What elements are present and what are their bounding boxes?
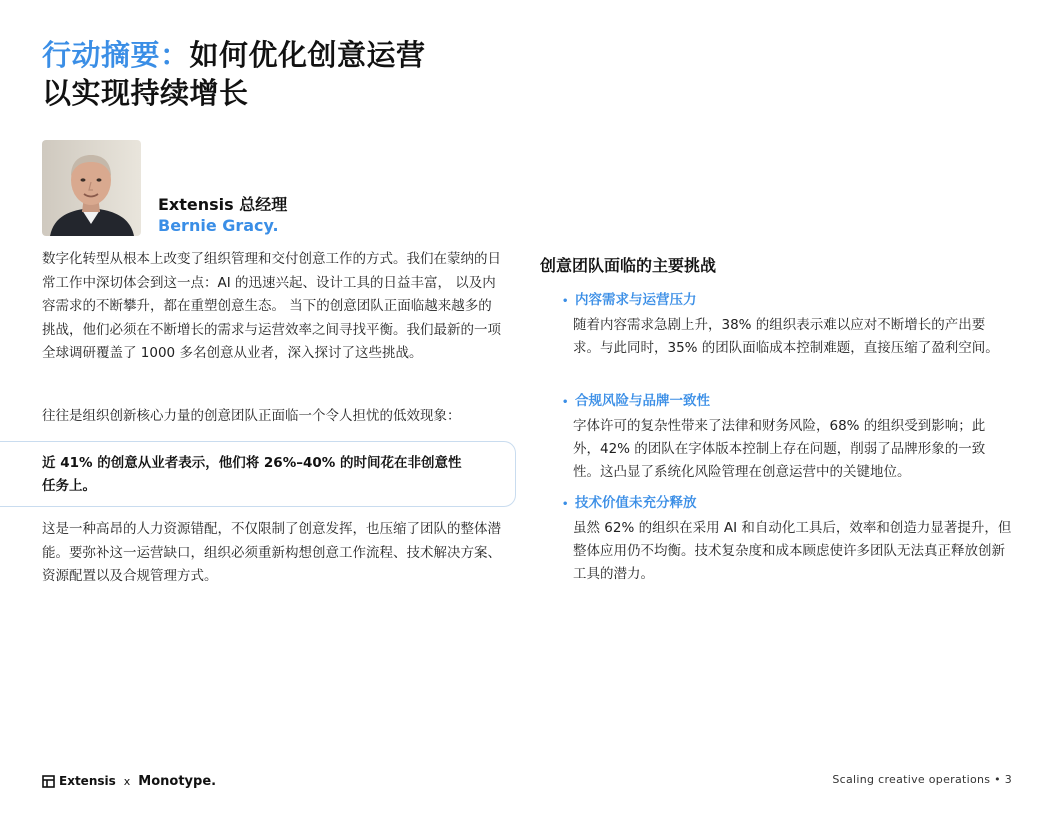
challenge-body: 随着内容需求急剧上升，38% 的组织表示难以应对不断增长的产出要求。与此同时，35% 的团队面临成本控制难题，直接压缩了盈利空间。 <box>573 317 999 356</box>
bullet-icon: • <box>562 296 569 307</box>
portrait-image <box>42 140 141 236</box>
bullet-icon: • <box>562 397 569 408</box>
highlight-callout <box>0 441 516 507</box>
challenge-item <box>562 492 1012 586</box>
extensis-logo-icon <box>42 775 55 788</box>
challenge-title: 合规风险与品牌一致性 <box>575 393 710 409</box>
brand-separator: x <box>123 774 131 788</box>
title-line1: 如何优化创意运营 <box>189 38 426 72</box>
challenges-heading: 创意团队面临的主要挑战 <box>540 256 717 275</box>
intro-paragraph: 数字化转型从根本上改变了组织管理和交付创意工作的方式。我们在蒙纳的日常工作中深切体会到这一点：AI 的迅速兴起、设计工具的日益丰富， 以及内容需求的不断攀升，都在重塑创意生态。 当下的创意团队正面临越来越多的挑战，他们必须在不断增长的需求与运营效率之间寻找平衡。我们最新的一项全球调研覆盖了 1000 多名创意从业者，深入探讨了这些挑战。 <box>42 251 501 361</box>
lead-in-paragraph: 往往是组织创新核心力量的创意团队正面临一个令人担忧的低效现象： <box>42 408 461 424</box>
challenge-item <box>562 390 1012 484</box>
author-photo <box>42 140 141 236</box>
challenge-body: 字体许可的复杂性带来了法律和财务风险，68% 的组织受到影响；此外，42% 的团队在字体版本控制上存在问题，削弱了品牌形象的一致性。这凸显了系统化风险管理在创意运营中的关键地位。 <box>573 418 986 480</box>
challenge-item <box>562 289 1012 360</box>
brand-extensis: Extensis <box>59 774 116 788</box>
challenge-body: 虽然 62% 的组织在采用 AI 和自动化工具后，效率和创造力显著提升，但整体应用仍不均衡。技术复杂度和成本顾虑使许多团队无法真正释放创新工具的潜力。 <box>573 520 1012 582</box>
brand-monotype: Monotype. <box>138 773 217 789</box>
bullet-icon: • <box>562 499 569 510</box>
title-accent: 行动摘要： <box>42 38 190 72</box>
author-role: Extensis 总经理 <box>158 195 288 214</box>
challenge-title: 内容需求与运营压力 <box>575 292 697 308</box>
title-line2: 以实现持续增长 <box>42 76 249 110</box>
page-title <box>42 36 426 112</box>
footer-logos <box>42 772 216 790</box>
footer-page-label: Scaling creative operations • 3 <box>832 773 1012 786</box>
callout-text: 近 41% 的创意从业者表示，他们将 26%–40% 的时间花在非创意性任务上。 <box>42 455 462 494</box>
author-name: Bernie Gracy. <box>158 216 279 235</box>
challenge-title: 技术价值未充分释放 <box>575 495 697 511</box>
conclusion-paragraph: 这是一种高昂的人力资源错配，不仅限制了创意发挥，也压缩了团队的整体潜能。要弥补这一运营缺口，组织必须重新构想创意工作流程、技术解决方案、资源配置以及合规管理方式。 <box>42 521 501 584</box>
